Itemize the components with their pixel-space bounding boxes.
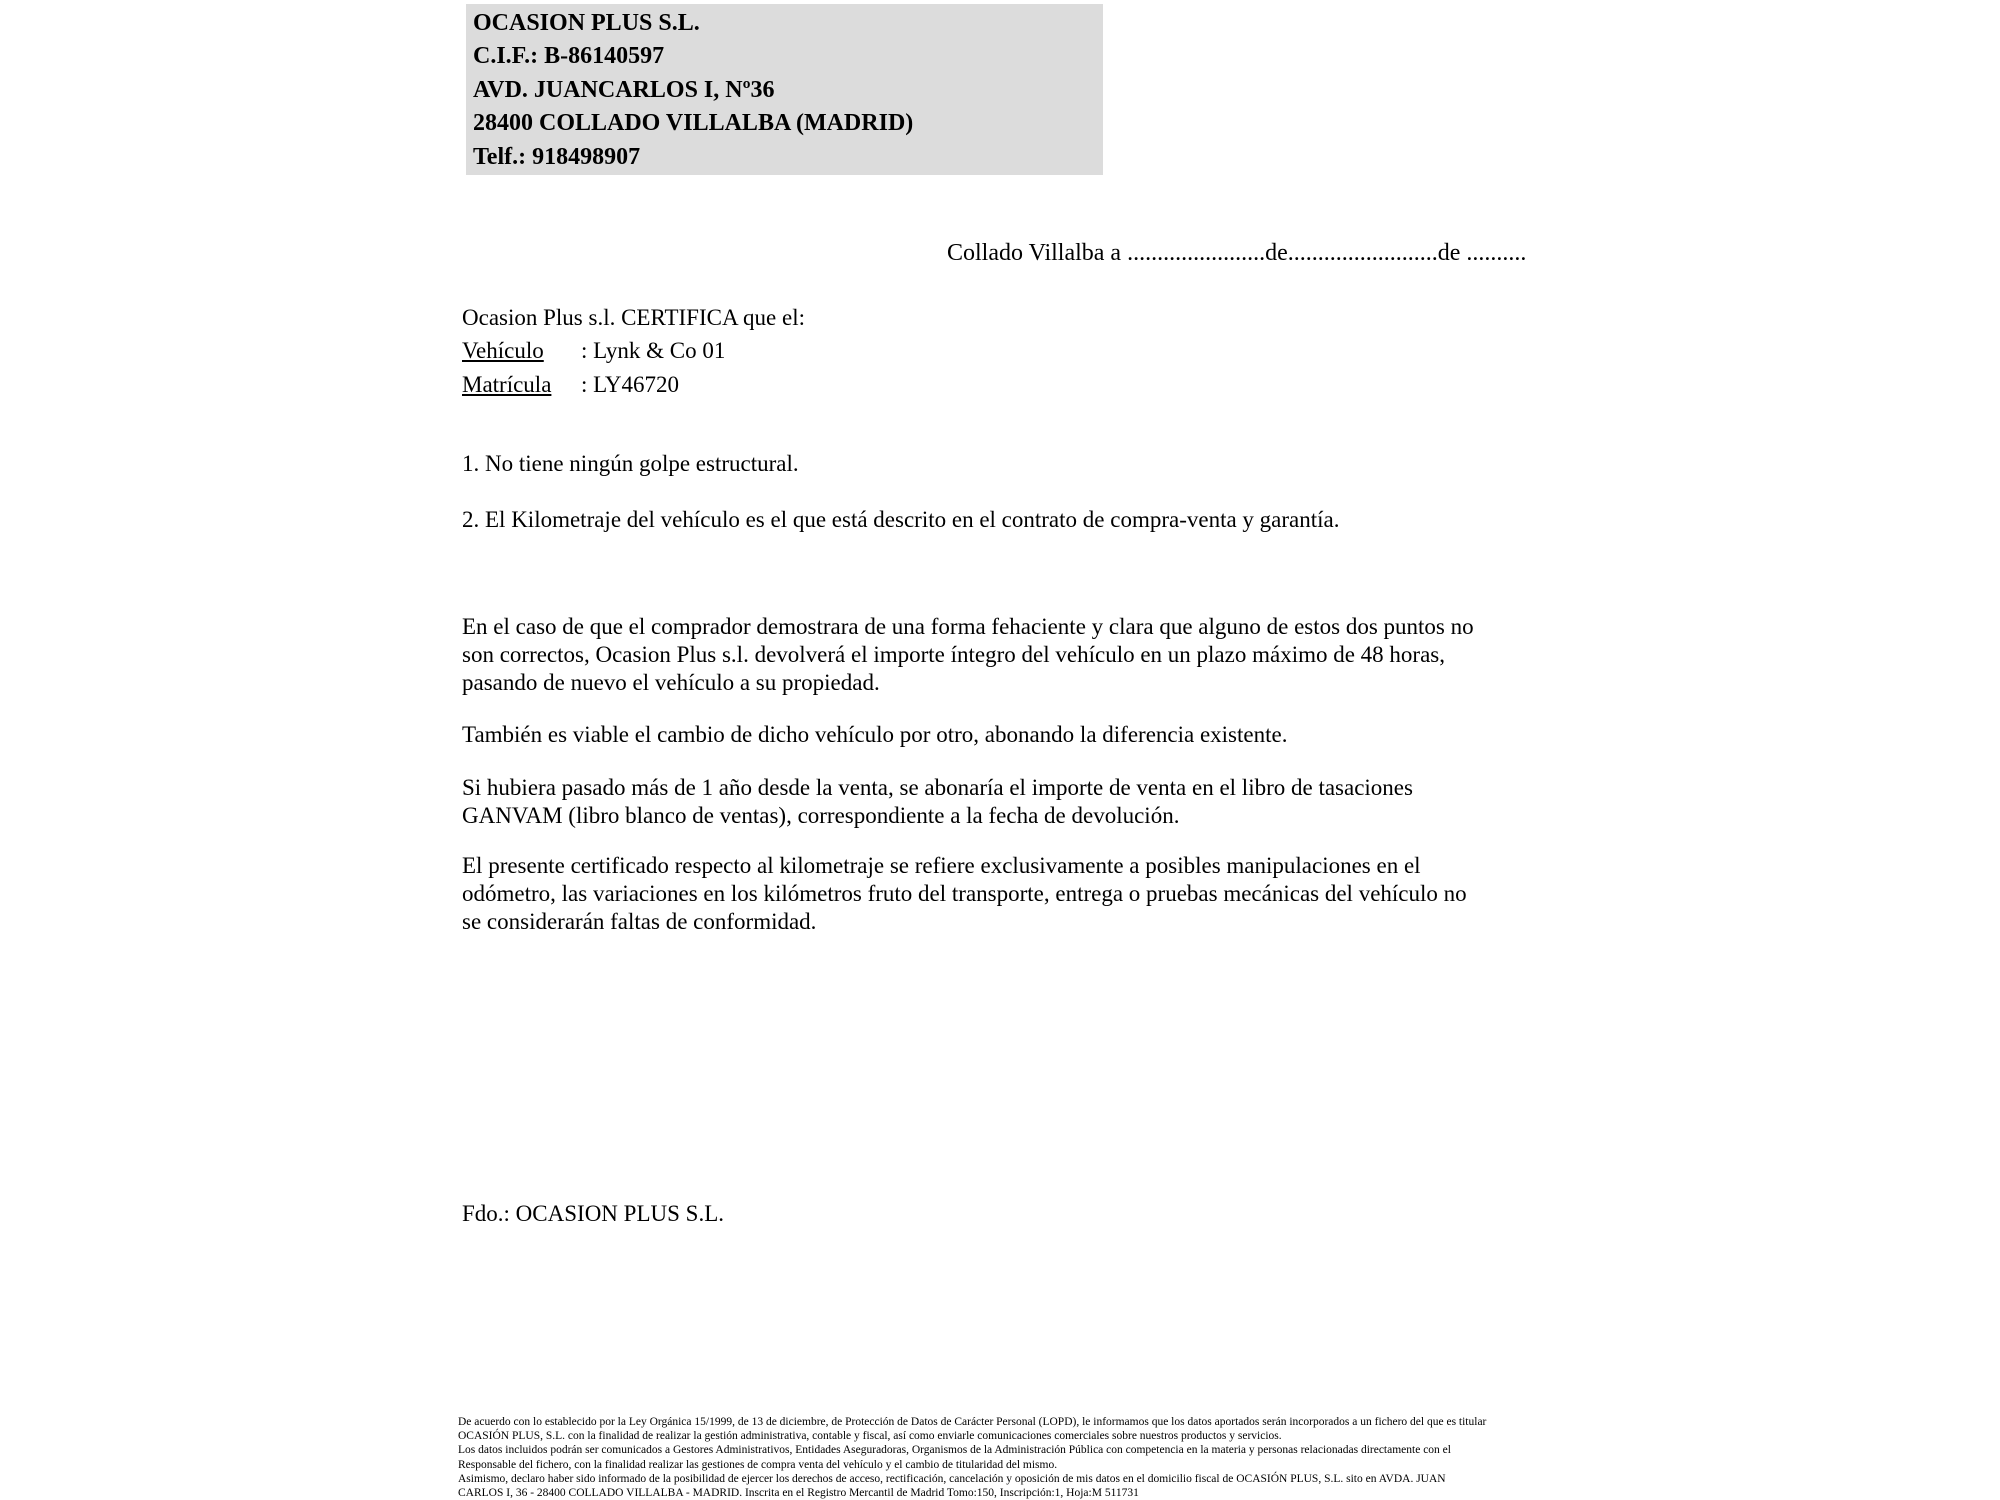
condition-item-1: 1. No tiene ningún golpe estructural. — [462, 451, 799, 476]
plate-label: Matrícula — [462, 371, 552, 397]
paragraph-line: son correctos, Ocasion Plus s.l. devolverá el importe íntegro del vehículo en un plazo máximo de 48 horas, — [462, 642, 1446, 667]
paragraph-exchange-option — [462, 721, 1287, 749]
vehicle-label-cell — [462, 334, 581, 367]
paragraph-line: pasando de nuevo el vehículo a su propiedad. — [462, 670, 880, 695]
paragraph-line: se considerarán faltas de conformidad. — [462, 909, 817, 934]
plate-row — [462, 368, 805, 401]
legal-footer-line: Asimismo, declaro haber sido informado de la posibilidad de ejercer los derechos de acceso, rectificación, cancelación y oposición de mis datos en el domicilio fiscal de OCASIÓN PLUS, S.L. sito en AVDA. JUAN — [458, 1472, 1446, 1485]
paragraph-line: Si hubiera pasado más de 1 año desde la venta, se abonaría el importe de venta en el libro de tasaciones — [462, 775, 1413, 800]
company-header-box — [466, 4, 1103, 175]
paragraph-line: En el caso de que el comprador demostrara de una forma fehaciente y clara que alguno de estos dos puntos no — [462, 614, 1474, 639]
paragraph-refund-guarantee — [462, 613, 1474, 697]
company-city: 28400 COLLADO VILLALBA (MADRID) — [473, 110, 914, 137]
plate-label-cell — [462, 368, 581, 401]
paragraph-line: También es viable el cambio de dicho vehículo por otro, abonando la diferencia existente. — [462, 722, 1288, 747]
legal-footer-line: Responsable del fichero, con la finalidad realizar las gestiones de compra venta del vehículo y el cambio de titularidad del mismo. — [458, 1458, 1058, 1471]
paragraph-line: El presente certificado respecto al kilometraje se refiere exclusivamente a posibles manipulaciones en el — [462, 853, 1421, 878]
company-cif: C.I.F.: B-86140597 — [473, 43, 665, 70]
vehicle-value: : Lynk & Co 01 — [581, 338, 726, 364]
company-name: OCASION PLUS S.L. — [473, 10, 700, 36]
certifies-intro: Ocasion Plus s.l. CERTIFICA que el: — [462, 305, 805, 330]
legal-footer-line: OCASIÓN PLUS, S.L. con la finalidad de realizar la gestión administrativa, contable y fiscal, así como enviarle comunicaciones comerciales sobre nuestros productos y servicios. — [458, 1430, 1282, 1443]
paragraph-ganvam-valuation — [462, 774, 1413, 830]
date-fill-in-line: Collado Villalba a .......................de.........................de .......... — [947, 240, 1527, 266]
legal-footer — [458, 1415, 1486, 1500]
certificate-block — [462, 301, 805, 401]
signature-line: Fdo.: OCASION PLUS S.L. — [462, 1201, 724, 1226]
company-phone: Telf.: 918498907 — [473, 143, 641, 170]
paragraph-line: odómetro, las variaciones en los kilómetros fruto del transporte, entrega o pruebas mecánicas del vehículo no — [462, 881, 1467, 906]
condition-item-2: 2. El Kilometraje del vehículo es el que está descrito en el contrato de compra-venta y garantía. — [462, 507, 1340, 532]
paragraph-line: GANVAM (libro blanco de ventas), correspondiente a la fecha de devolución. — [462, 803, 1180, 828]
legal-footer-line: De acuerdo con lo establecido por la Ley Orgánica 15/1999, de 13 de diciembre, de Protección de Datos de Carácter Personal (LOPD), le informamos que los datos aportados serán incorporados a un fichero del que es titular — [458, 1416, 1487, 1428]
paragraph-odometer-disclaimer — [462, 852, 1467, 936]
vehicle-label: Vehículo — [462, 338, 544, 364]
legal-footer-line: Los datos incluidos podrán ser comunicados a Gestores Administrativos, Entidades Aseguradoras, Organismos de la Administración Pública con competencia en la materia y personas relacionadas directamente con el — [458, 1444, 1451, 1457]
legal-footer-line: CARLOS I, 36 - 28400 COLLADO VILLALBA - MADRID. Inscrita en el Registro Mercantil de Madrid Tomo:150, Inscripción:1, Hoja:M 511731 — [458, 1487, 1139, 1500]
vehicle-row — [462, 334, 805, 367]
company-address: AVD. JUANCARLOS I, Nº36 — [473, 76, 775, 103]
plate-value: : LY46720 — [581, 371, 679, 397]
